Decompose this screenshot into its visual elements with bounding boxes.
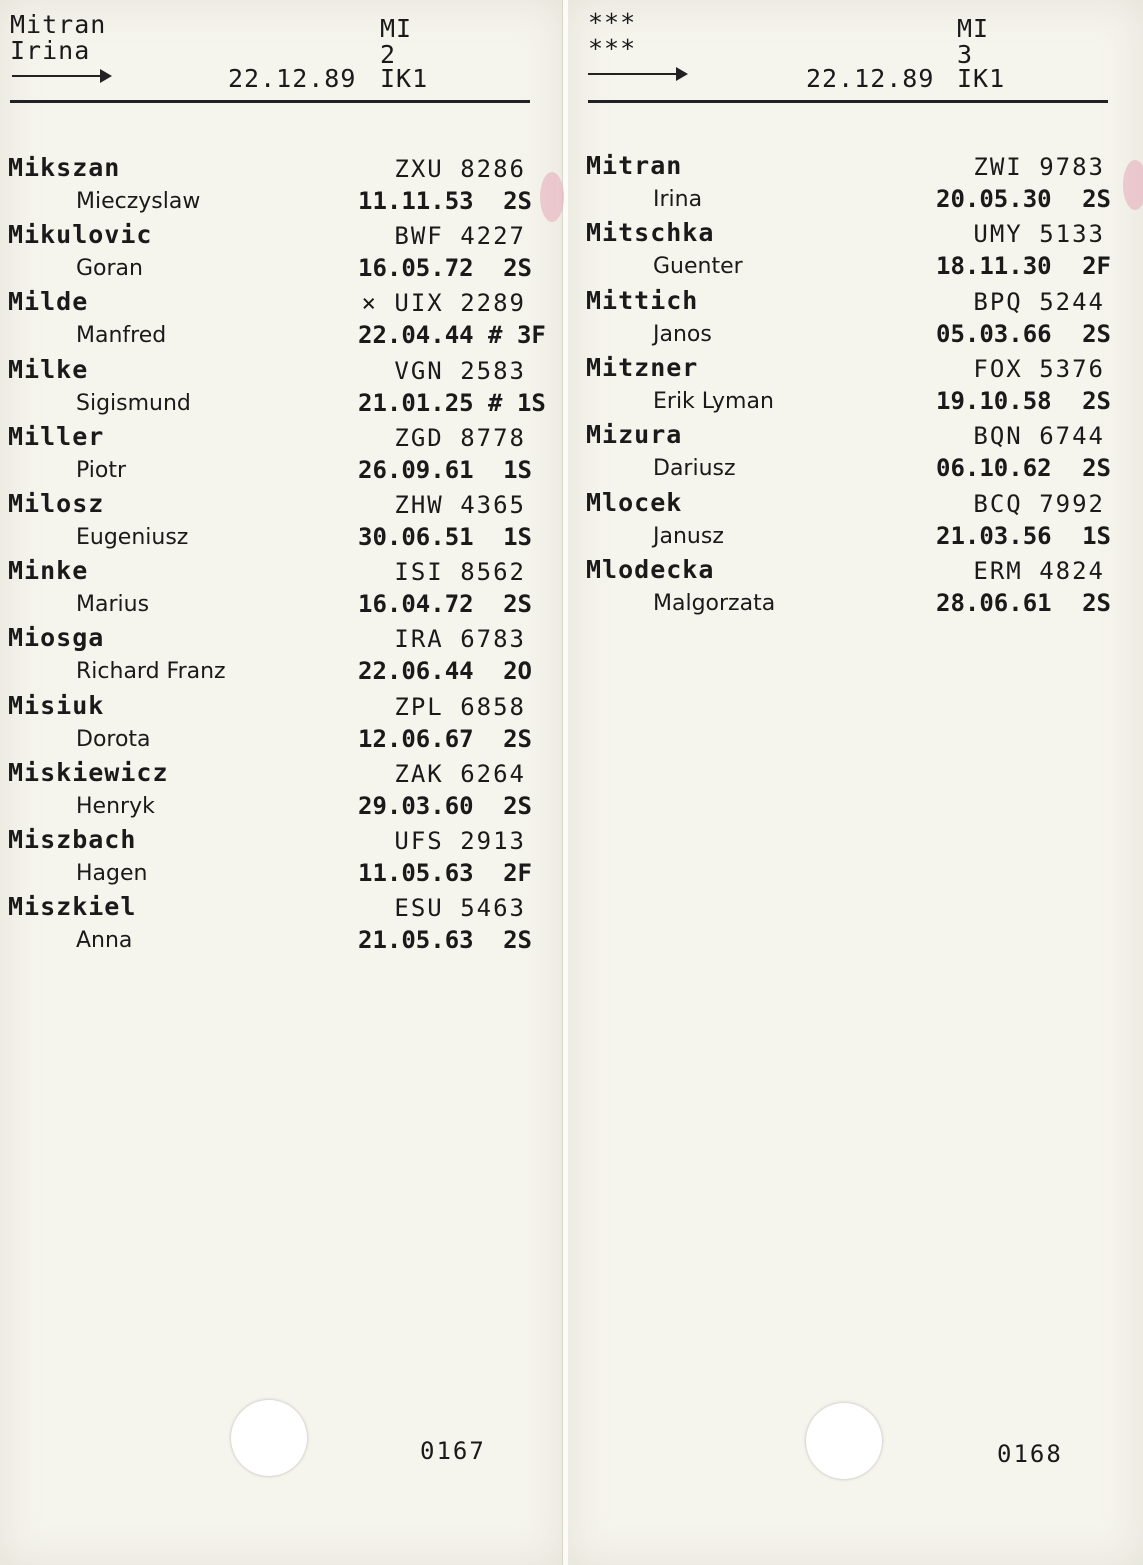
entry-given-name: Dariusz xyxy=(653,456,736,482)
entry-class: 2S xyxy=(503,254,532,283)
header-name-line1: *** xyxy=(588,8,637,37)
entry-code: UFS 2913 xyxy=(394,827,526,855)
entry-class: 2S xyxy=(503,590,532,619)
entry-class: 2S xyxy=(503,926,532,955)
entry-surname: Miller xyxy=(8,421,105,451)
entry-birth-date: 11.05.63 xyxy=(358,859,474,887)
entry-surname: Mittich xyxy=(586,285,699,315)
entry-surname: Mitran xyxy=(586,151,683,180)
entry-given-name: Hagen xyxy=(76,861,148,886)
entry-given-name: Goran xyxy=(76,256,143,282)
entry-code: ZPL 6858 xyxy=(394,692,526,721)
entry-surname: Mlodecka xyxy=(586,554,715,584)
entry-code: BPQ 5244 xyxy=(973,287,1105,316)
entry-surname: Miszbach xyxy=(8,825,137,854)
header-rule xyxy=(10,100,530,103)
header-group: MI xyxy=(957,14,990,43)
entry-birth-date: 30.06.51 xyxy=(358,523,474,551)
entry-class: 2F xyxy=(1082,252,1111,281)
entry-birth-date: 22.06.44 xyxy=(358,657,474,686)
entry-code: ZAK 6264 xyxy=(394,759,526,788)
entry-class: 2S xyxy=(1082,588,1111,617)
entry-birth-date: 11.11.53 xyxy=(358,187,474,215)
entry-code: ZXU 8286 xyxy=(394,155,526,183)
entry-birth-date: 12.06.67 xyxy=(358,724,474,753)
page-number: 0168 xyxy=(997,1440,1063,1468)
entry-surname: Misiuk xyxy=(8,690,105,720)
header-name-line2: Irina xyxy=(10,36,91,65)
entry-given-name: Janusz xyxy=(653,523,724,549)
entry-surname: Milke xyxy=(8,354,89,384)
entry-surname: Miskiewicz xyxy=(8,757,169,787)
entry-birth-date: 06.10.62 xyxy=(936,454,1052,483)
entry-birth-date: 20.05.30 xyxy=(936,185,1052,213)
punch-hole xyxy=(806,1403,882,1479)
page-number: 0167 xyxy=(420,1437,486,1465)
entry-birth-date: 21.05.63 xyxy=(358,926,474,955)
entry-class: 2S xyxy=(503,791,532,820)
entry-code: BQN 6744 xyxy=(973,422,1105,451)
entry-surname: Mizura xyxy=(586,420,683,450)
entry-given-name: Anna xyxy=(76,928,133,954)
entry-class: 2S xyxy=(503,724,532,753)
header-rule xyxy=(588,100,1108,103)
entry-code: BCQ 7992 xyxy=(973,489,1105,518)
entry-surname: Mikszan xyxy=(8,153,121,182)
entry-birth-date: 21.01.25 # 1S xyxy=(358,388,546,417)
entry-class: 1S xyxy=(503,455,532,484)
entry-code: ZGD 8778 xyxy=(394,423,526,452)
entry-surname: Mitzner xyxy=(586,352,699,382)
entry-code: ZWI 9783 xyxy=(973,153,1105,181)
entry-code: ERM 4824 xyxy=(973,556,1105,585)
entry-class: 2F xyxy=(503,859,532,887)
entry-class: 2S xyxy=(1082,319,1111,348)
index-card-right xyxy=(568,0,1143,1565)
entry-class: 2S xyxy=(503,187,532,215)
entry-birth-date: 05.03.66 xyxy=(936,319,1052,348)
entry-class: 1S xyxy=(503,523,532,551)
entry-given-name: Piotr xyxy=(76,457,127,483)
entry-given-name: Janos xyxy=(653,321,712,347)
arrow-icon xyxy=(12,75,110,77)
entry-birth-date: 16.05.72 xyxy=(358,254,474,283)
entry-given-name: Dorota xyxy=(76,726,151,752)
entry-class: 2S xyxy=(1082,185,1111,213)
header-name-line2: *** xyxy=(588,34,637,63)
entry-code: ZHW 4365 xyxy=(394,491,526,519)
index-card-left xyxy=(0,0,562,1565)
entry-code: IRA 6783 xyxy=(394,625,526,654)
entry-surname: Mitschka xyxy=(586,218,715,248)
entry-code: BWF 4227 xyxy=(394,222,526,251)
entry-surname: Milde xyxy=(8,287,89,317)
entry-given-name: Mieczyslaw xyxy=(76,189,201,214)
header-sheet: 2 xyxy=(380,40,397,69)
header-code: IK1 xyxy=(957,64,1006,93)
entry-surname: Miszkiel xyxy=(8,892,137,922)
header-sheet: 3 xyxy=(957,40,974,69)
entry-given-name: Eugeniusz xyxy=(76,525,189,550)
header-name-line1: Mitran xyxy=(10,10,107,39)
entry-given-name: Sigismund xyxy=(76,390,191,416)
entry-surname: Mikulovic xyxy=(8,220,153,250)
stain-mark xyxy=(540,172,564,222)
entry-surname: Minke xyxy=(8,556,89,586)
entry-code: VGN 2583 xyxy=(394,356,526,385)
entry-code: FOX 5376 xyxy=(973,354,1105,383)
entry-given-name: Erik Lyman xyxy=(653,388,774,414)
entry-class: 2O xyxy=(503,657,532,686)
entry-birth-date: 18.11.30 xyxy=(936,252,1052,281)
entry-given-name: Guenter xyxy=(653,254,743,280)
header-group: MI xyxy=(380,14,413,43)
header-code: IK1 xyxy=(380,64,429,93)
entry-birth-date: 29.03.60 xyxy=(358,791,474,820)
entry-code: ISI 8562 xyxy=(394,558,526,587)
entry-birth-date: 19.10.58 xyxy=(936,386,1052,415)
entry-birth-date: 26.09.61 xyxy=(358,455,474,484)
entry-birth-date: 28.06.61 xyxy=(936,588,1052,617)
entry-given-name: Manfred xyxy=(76,323,167,349)
entry-code: UMY 5133 xyxy=(973,220,1105,249)
entry-class: 2S xyxy=(1082,386,1111,415)
arrow-icon xyxy=(588,73,686,75)
header-date: 22.12.89 xyxy=(228,64,357,93)
entry-given-name: Irina xyxy=(653,187,703,212)
entry-code: ESU 5463 xyxy=(394,894,526,923)
entry-birth-date: 21.03.56 xyxy=(936,521,1052,550)
entry-code: × UIX 2289 xyxy=(361,289,526,318)
punch-hole xyxy=(231,1400,307,1476)
entry-given-name: Malgorzata xyxy=(653,590,776,616)
entry-class: 1S xyxy=(1082,521,1111,550)
entry-surname: Miosga xyxy=(8,623,105,653)
entry-given-name: Henryk xyxy=(76,793,155,819)
entry-class: 2S xyxy=(1082,454,1111,483)
entry-given-name: Marius xyxy=(76,592,150,618)
entry-birth-date: 22.04.44 # 3F xyxy=(358,321,546,350)
entry-surname: Milosz xyxy=(8,489,105,518)
entry-birth-date: 16.04.72 xyxy=(358,590,474,619)
entry-surname: Mlocek xyxy=(586,487,683,517)
stain-mark xyxy=(1123,160,1143,210)
entry-given-name: Richard Franz xyxy=(76,659,226,685)
header-date: 22.12.89 xyxy=(806,64,935,93)
